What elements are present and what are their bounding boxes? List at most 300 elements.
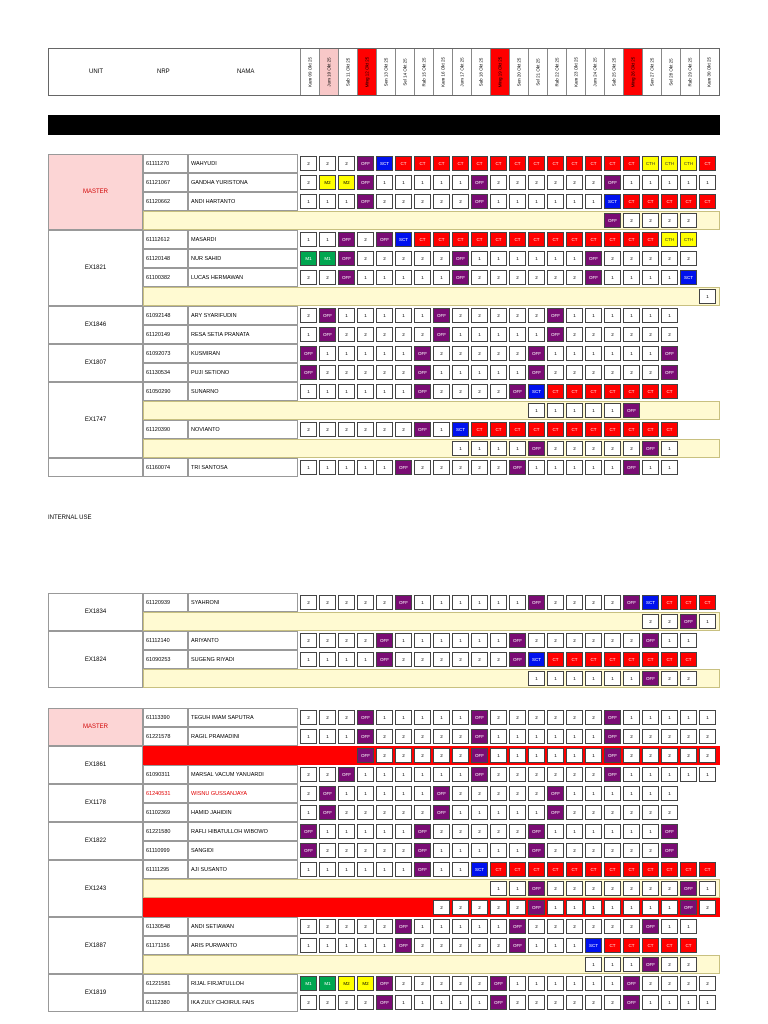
unit-cell: EX1887 (48, 917, 143, 974)
shift-cell: 1 (528, 251, 545, 266)
shift-cell: OFF (357, 748, 374, 763)
shift-cell: 1 (509, 441, 526, 456)
shift-cell: OFF (604, 729, 621, 744)
shift-cell: 1 (319, 346, 336, 361)
shift-cell: 1 (642, 786, 659, 801)
shift-cell: 1 (547, 460, 564, 475)
shift-cell: 2 (338, 365, 355, 380)
shift-cell: 1 (357, 270, 374, 285)
shift-cell: 2 (528, 767, 545, 782)
shift-cell: 2 (319, 767, 336, 782)
shift-cell: OFF (376, 652, 393, 667)
shift-cell: 1 (680, 175, 697, 190)
shift-cell: 2 (661, 976, 678, 991)
shift-cell: 1 (547, 729, 564, 744)
nrp-cell: 61120662 (143, 192, 188, 211)
shift-cell: OFF (509, 652, 526, 667)
unit-cell: EX1821 (48, 230, 143, 306)
shift-cell: 1 (414, 919, 431, 934)
shift-cell: 1 (566, 251, 583, 266)
shift-cell: OFF (528, 843, 545, 858)
nama-cell: NOVIANTO (188, 420, 298, 439)
shift-cell: CT (585, 422, 602, 437)
shift-cell: 1 (509, 805, 526, 820)
shift-cell: OFF (661, 365, 678, 380)
shift-cell: 1 (433, 843, 450, 858)
shift-cell: 1 (319, 384, 336, 399)
shift-cell: OFF (395, 460, 412, 475)
shift-cell: CT (433, 156, 450, 171)
shift-cell: 1 (661, 175, 678, 190)
shift-cell: 1 (490, 805, 507, 820)
shift-cell: 1 (376, 862, 393, 877)
shift-cell: 2 (661, 805, 678, 820)
shift-cell: 2 (319, 710, 336, 725)
table-row (48, 727, 720, 746)
shift-cell: 1 (680, 633, 697, 648)
shift-cell: 1 (642, 270, 659, 285)
shift-cell: 1 (623, 824, 640, 839)
shift-cell: 1 (680, 767, 697, 782)
nrp-cell: 61111270 (143, 154, 188, 173)
shift-cell: 2 (395, 251, 412, 266)
shift-cell: 2 (376, 919, 393, 934)
nrp-cell: 61112140 (143, 631, 188, 650)
shift-cell: 1 (376, 175, 393, 190)
shift-cell: OFF (528, 881, 545, 896)
shift-cell: OFF (395, 919, 412, 934)
shift-cell: OFF (509, 633, 526, 648)
date-label: Ming 12 Okt 25 (364, 56, 370, 88)
table-row (48, 268, 720, 287)
shift-cell: 1 (680, 919, 697, 934)
shift-cell: 2 (414, 938, 431, 953)
table-row (48, 803, 720, 822)
shift-cell: 1 (547, 938, 564, 953)
shift-cell: 1 (376, 710, 393, 725)
date-label: Sel 14 Okt 25 (402, 58, 408, 86)
shift-cell: 2 (357, 595, 374, 610)
nrp-cell: 61121067 (143, 173, 188, 192)
shift-cell: 1 (585, 786, 602, 801)
shift-cell: CT (642, 938, 659, 953)
shift-cell: 1 (623, 710, 640, 725)
date-label: Kam 30 Okt 25 (706, 56, 712, 88)
shift-cell: 2 (585, 365, 602, 380)
shift-cell: 2 (452, 748, 469, 763)
shift-cell: 2 (509, 824, 526, 839)
shift-cell: 2 (376, 327, 393, 342)
shift-cell: 2 (661, 957, 678, 972)
shift-cell: 1 (528, 976, 545, 991)
shift-cell: CT (661, 652, 678, 667)
date-column-header (414, 49, 433, 95)
shift-cell: 1 (604, 671, 621, 686)
shift-cell: 1 (471, 919, 488, 934)
shift-cell: 1 (680, 710, 697, 725)
shift-cell: 1 (509, 748, 526, 763)
shift-cell: 2 (433, 900, 450, 915)
date-label: Ming 19 Okt 25 (497, 56, 503, 88)
shift-cell: 1 (395, 308, 412, 323)
shift-cell: 1 (547, 403, 564, 418)
shift-cell: OFF (680, 881, 697, 896)
shift-cell: 1 (452, 995, 469, 1010)
unit-cell: EX1834 (48, 593, 143, 631)
nama-cell: AJI SUSANTO (188, 860, 298, 879)
shift-cell: 2 (357, 251, 374, 266)
shift-cell: 1 (490, 194, 507, 209)
shift-cell: 2 (566, 710, 583, 725)
unit-cell: EX1846 (48, 306, 143, 344)
shift-cell: 2 (585, 633, 602, 648)
shift-cell: 1 (414, 995, 431, 1010)
table-row (48, 708, 720, 727)
shift-cell: 1 (566, 194, 583, 209)
shift-cell: 1 (623, 767, 640, 782)
shift-cell: 2 (395, 194, 412, 209)
shift-cell: 2 (642, 729, 659, 744)
shift-cell: 1 (547, 900, 564, 915)
shift-cell: 1 (414, 595, 431, 610)
shift-cell: 1 (414, 710, 431, 725)
shift-cell: 1 (661, 270, 678, 285)
shift-cell: CT (452, 232, 469, 247)
shift-cell: CT (490, 232, 507, 247)
shift-cell: 1 (547, 748, 564, 763)
nrp-cell: 61092073 (143, 344, 188, 363)
shift-cell: 2 (680, 213, 697, 228)
nama-cell: MARSAL VACUM YANUARDI (188, 765, 298, 784)
shift-cell: OFF (661, 843, 678, 858)
table-row (48, 650, 720, 669)
shift-cell: 2 (699, 729, 716, 744)
table-row (48, 401, 720, 420)
shift-cell: 1 (376, 346, 393, 361)
shift-cell: 2 (566, 881, 583, 896)
shift-cell: 2 (528, 919, 545, 934)
shift-cell: 2 (547, 633, 564, 648)
shift-cell: 1 (623, 671, 640, 686)
shift-cell: OFF (376, 232, 393, 247)
shift-cell: 1 (452, 767, 469, 782)
shift-cell: 1 (509, 881, 526, 896)
shift-cell: 2 (528, 175, 545, 190)
shift-cell: OFF (433, 308, 450, 323)
shift-cell: CT (509, 232, 526, 247)
shift-cell: OFF (376, 633, 393, 648)
shift-cell: 2 (357, 422, 374, 437)
nama-header: NAMA (237, 69, 255, 75)
shift-cell: OFF (300, 843, 317, 858)
shift-cell: 2 (604, 881, 621, 896)
shift-cell: CT (585, 384, 602, 399)
shift-cell: 2 (547, 881, 564, 896)
shift-cell: CT (585, 232, 602, 247)
shift-cell: 1 (566, 403, 583, 418)
shift-cell: 2 (319, 633, 336, 648)
shift-cell: 2 (300, 156, 317, 171)
shift-cell: OFF (471, 194, 488, 209)
nama-cell: ANDI HARTANTO (188, 192, 298, 211)
shift-cell: 1 (471, 843, 488, 858)
shift-cell: 1 (357, 384, 374, 399)
shift-cell: CT (642, 194, 659, 209)
shift-cell: 2 (471, 976, 488, 991)
shift-cell: 2 (509, 767, 526, 782)
shift-cell: OFF (300, 824, 317, 839)
shift-cell: 1 (300, 232, 317, 247)
shift-cell: 2 (509, 346, 526, 361)
shift-cell: 2 (338, 710, 355, 725)
shift-cell: 2 (471, 786, 488, 801)
shift-cell: 1 (395, 862, 412, 877)
shift-cell: 1 (376, 308, 393, 323)
date-label: Sen 27 Okt 25 (649, 57, 655, 87)
shift-cell: 2 (528, 270, 545, 285)
shift-cell: 1 (300, 805, 317, 820)
nrp-cell: 61050290 (143, 382, 188, 401)
shift-cell: 1 (547, 671, 564, 686)
shift-cell: 1 (300, 938, 317, 953)
shift-cell: 2 (604, 633, 621, 648)
shift-cell: 2 (585, 767, 602, 782)
shift-cell: 1 (566, 938, 583, 953)
shift-cell: OFF (623, 595, 640, 610)
shift-cell: 1 (414, 270, 431, 285)
shift-cell: OFF (471, 710, 488, 725)
date-column-header (338, 49, 357, 95)
shift-cell: 2 (300, 767, 317, 782)
shift-cell: 1 (357, 767, 374, 782)
unit-cell: EX1822 (48, 822, 143, 860)
shift-cell: OFF (433, 786, 450, 801)
shift-cell: 1 (433, 710, 450, 725)
shift-cell: M1 (319, 976, 336, 991)
shift-cell: 2 (490, 900, 507, 915)
shift-cell: 1 (300, 862, 317, 877)
shift-cell: OFF (414, 843, 431, 858)
shift-cell: OFF (642, 919, 659, 934)
shift-cell: 2 (623, 919, 640, 934)
shift-cell: 2 (414, 805, 431, 820)
date-column-header (699, 49, 718, 95)
table-row (48, 363, 720, 382)
shift-cell: 2 (490, 786, 507, 801)
date-column-header (395, 49, 414, 95)
table-row (48, 746, 720, 765)
shift-cell: CT (623, 194, 640, 209)
shift-cell: 2 (395, 805, 412, 820)
shift-cell: OFF (604, 710, 621, 725)
shift-cell: 2 (319, 422, 336, 437)
shift-cell: CT (604, 938, 621, 953)
shift-cell: 2 (433, 652, 450, 667)
shift-cell: CT (680, 938, 697, 953)
shift-cell: 1 (642, 900, 659, 915)
date-label: Rab 15 Okt 25 (421, 57, 427, 87)
shift-cell: 2 (471, 270, 488, 285)
shift-cell: 1 (319, 938, 336, 953)
shift-cell: 2 (699, 748, 716, 763)
shift-cell: OFF (433, 805, 450, 820)
shift-cell: 2 (509, 308, 526, 323)
shift-cell: 2 (661, 251, 678, 266)
shift-cell: 2 (509, 900, 526, 915)
shift-cell: 1 (661, 441, 678, 456)
shift-cell: OFF (642, 957, 659, 972)
shift-cell: 2 (300, 270, 317, 285)
shift-cell: OFF (452, 270, 469, 285)
shift-cell: 1 (566, 308, 583, 323)
nrp-cell: 61092148 (143, 306, 188, 325)
shift-cell: 1 (623, 786, 640, 801)
shift-cell: 1 (319, 460, 336, 475)
shift-cell: 2 (661, 671, 678, 686)
shift-cell: M2 (357, 976, 374, 991)
shift-cell: CT (642, 384, 659, 399)
shift-cell: OFF (528, 346, 545, 361)
shift-cell: 1 (566, 786, 583, 801)
shift-cell: OFF (680, 614, 697, 629)
shift-cell: CT (509, 156, 526, 171)
shift-cell: 2 (357, 843, 374, 858)
shift-cell: 2 (319, 843, 336, 858)
row-fill (143, 612, 720, 631)
shift-cell: CT (566, 652, 583, 667)
table-row (48, 154, 720, 173)
shift-cell: CT (585, 652, 602, 667)
shift-cell: OFF (357, 194, 374, 209)
shift-cell: 2 (395, 327, 412, 342)
shift-cell: 1 (509, 327, 526, 342)
shift-cell: CT (680, 194, 697, 209)
shift-cell: 1 (642, 710, 659, 725)
shift-cell: OFF (642, 671, 659, 686)
shift-cell: 2 (623, 213, 640, 228)
shift-cell: 2 (300, 995, 317, 1010)
shift-cell: 1 (433, 633, 450, 648)
shift-cell: OFF (414, 365, 431, 380)
table-row (48, 993, 720, 1012)
shift-cell: 2 (338, 633, 355, 648)
shift-cell: CT (547, 156, 564, 171)
shift-cell: CT (623, 422, 640, 437)
shift-cell: 1 (661, 633, 678, 648)
nrp-cell: 61130548 (143, 917, 188, 936)
shift-cell: OFF (414, 346, 431, 361)
shift-cell: M2 (338, 175, 355, 190)
shift-cell: 1 (452, 805, 469, 820)
shift-cell: OFF (338, 232, 355, 247)
shift-cell: 1 (395, 346, 412, 361)
shift-cell: 1 (376, 270, 393, 285)
shift-cell: 2 (623, 365, 640, 380)
shift-cell: 1 (585, 403, 602, 418)
shift-cell: 1 (642, 824, 659, 839)
shift-cell: OFF (433, 327, 450, 342)
shift-cell: CT (547, 422, 564, 437)
shift-cell: 2 (433, 729, 450, 744)
shift-cell: 1 (604, 786, 621, 801)
shift-cell: 1 (357, 308, 374, 323)
shift-cell: 2 (623, 881, 640, 896)
shift-cell: 2 (452, 976, 469, 991)
shift-cell: 1 (395, 824, 412, 839)
shift-cell: 1 (699, 614, 716, 629)
date-column-header (604, 49, 623, 95)
shift-cell: OFF (319, 805, 336, 820)
table-row (48, 458, 720, 477)
shift-cell: 2 (642, 614, 659, 629)
shift-cell: 1 (319, 862, 336, 877)
nama-cell: TEGUH IMAM SAPUTRA (188, 708, 298, 727)
shift-cell: OFF (680, 900, 697, 915)
shift-cell: 2 (376, 194, 393, 209)
nrp-cell: 61120149 (143, 325, 188, 344)
nrp-cell: 61171156 (143, 936, 188, 955)
table-row (48, 439, 720, 458)
shift-cell: OFF (395, 595, 412, 610)
shift-cell: CT (699, 194, 716, 209)
shift-cell: 1 (433, 270, 450, 285)
shift-cell: 1 (509, 843, 526, 858)
date-label: Sen 20 Okt 25 (516, 57, 522, 87)
date-column-header (509, 49, 528, 95)
shift-cell: 1 (319, 194, 336, 209)
shift-cell: CT (566, 422, 583, 437)
shift-cell: 1 (414, 633, 431, 648)
shift-cell: 2 (566, 633, 583, 648)
shift-cell: 1 (338, 938, 355, 953)
date-label: Kam 23 Okt 25 (573, 56, 579, 88)
shift-cell: 2 (452, 652, 469, 667)
shift-cell: 2 (471, 346, 488, 361)
shift-cell: 1 (452, 595, 469, 610)
shift-cell: CT (547, 652, 564, 667)
shift-cell: 1 (528, 671, 545, 686)
shift-cell: CT (471, 232, 488, 247)
shift-cell: 1 (452, 919, 469, 934)
nama-cell: IKA ZULY CHOIRUL FAIS (188, 993, 298, 1012)
shift-cell: 2 (623, 441, 640, 456)
shift-cell: 1 (661, 710, 678, 725)
shift-cell: 1 (509, 595, 526, 610)
shift-cell: 2 (338, 156, 355, 171)
shift-cell: 1 (585, 976, 602, 991)
shift-cell: 2 (300, 710, 317, 725)
shift-cell: CTH (680, 156, 697, 171)
shift-cell: M2 (338, 976, 355, 991)
unit-cell: EX1807 (48, 344, 143, 382)
shift-cell: SCT (585, 938, 602, 953)
table-row (48, 344, 720, 363)
unit-cell: EX1819 (48, 974, 143, 1012)
shift-cell: 2 (604, 595, 621, 610)
table-row (48, 211, 720, 230)
shift-cell: 1 (623, 270, 640, 285)
shift-cell: 1 (661, 995, 678, 1010)
shift-cell: OFF (357, 710, 374, 725)
shift-cell: OFF (319, 327, 336, 342)
shift-cell: 2 (623, 251, 640, 266)
shift-cell: CT (680, 595, 697, 610)
table-row (48, 784, 720, 803)
shift-cell: OFF (452, 251, 469, 266)
shift-cell: 1 (585, 900, 602, 915)
shift-cell: 1 (433, 767, 450, 782)
shift-cell: 2 (395, 652, 412, 667)
